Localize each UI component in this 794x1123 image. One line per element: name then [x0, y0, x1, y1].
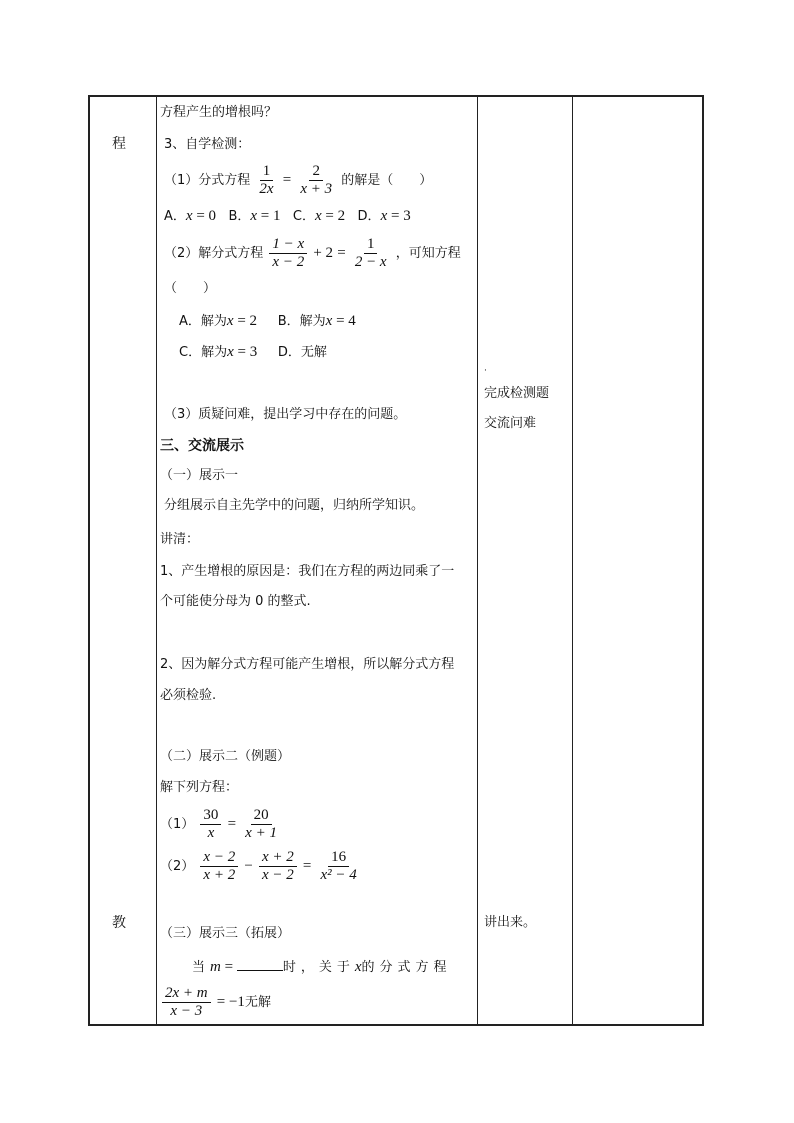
question-3: （3）质疑问难，提出学习中存在的问题。 [164, 407, 407, 422]
q2-fraction-left: $\frac{1 - x}{x - 2}$ [269, 236, 307, 271]
show-three-heading: （三）展示三（拓展） [160, 926, 291, 941]
q2-fraction-right: $\frac{1}{2 - x}$ [354, 236, 387, 270]
show-two-heading: （二）展示二（例题） [160, 749, 291, 764]
section-exchange-heading: 三、交流展示 [160, 438, 244, 454]
right-col-complete-test: 完成检测题 [484, 386, 550, 401]
q1-fraction-left: $\frac{1}{2x}$ [259, 163, 274, 197]
q1-prefix: （1）分式方程 [164, 173, 251, 188]
right-col-dot: · [484, 366, 487, 376]
q1-suffix: 的解是（ ） [341, 173, 433, 188]
q2-options-row-2: C．解为x = 3 D．无解 [179, 344, 327, 360]
point-2-line-a: 2、因为解分式方程可能产生增根，所以解分式方程 [160, 657, 455, 672]
right-col-exchange: 交流问难 [484, 416, 537, 431]
column-divider-1 [156, 97, 157, 1024]
column-divider-3 [572, 97, 573, 1024]
q2-paren: （ ） [164, 281, 217, 296]
self-test-heading: 3、自学检测： [164, 137, 251, 152]
example-2: （2） $\frac{x - 2}{x + 2}$ − $\frac{x + 2}{x - 2}$ = $\frac{16}{\text{x² − 4}}$ [160, 849, 357, 883]
explain-label: 讲清： [160, 532, 200, 547]
q2-prefix: （2）解分式方程 [164, 246, 264, 261]
show-one-heading: （一）展示一 [160, 468, 239, 483]
point-1-line-b: 个可能使分母为 0 的整式. [160, 594, 311, 609]
right-col-speak-out: 讲出来。 [484, 915, 537, 930]
left-col-char-top: 程 [112, 136, 126, 152]
solve-equations-label: 解下列方程： [160, 780, 239, 795]
left-col-char-bottom: 教 [112, 915, 126, 931]
line-growth-root-question: 方程产生的增根吗？ [160, 105, 278, 120]
point-1-line-a: 1、产生增根的原因是：我们在方程的两边同乘了一 [160, 564, 455, 579]
question-2: （2）解分式方程 $\frac{1 - x}{x - 2}$ + 2 = $\frac{1}{2 - x}$ ，可知方程 [164, 236, 461, 270]
q1-fraction-right: $\frac{2}{x + 3}$ [300, 163, 333, 197]
q1-options: A．x = 0 B．x = 1 C．x = 2 D．x = 3 [164, 208, 411, 224]
example-1: （1） $\frac{30}{x}$ = $\frac{20}{x + 1}$ [160, 807, 277, 841]
extension-line-2: $\frac{2x + m}{x - 3}$ = −1无解 [160, 982, 271, 1023]
show-one-text: 分组展示自主先学中的问题，归纳所学知识。 [164, 498, 425, 513]
extension-line-1: 当m = 时，关于x的分式方程 [192, 956, 452, 977]
question-1: （1）分式方程 $\frac{1}{2x}$ = $\frac{2}{x + 3}$ 的解是（ ） [164, 163, 433, 197]
column-divider-2 [477, 97, 478, 1024]
point-2-line-b: 必须检验. [160, 688, 217, 703]
q2-suffix: ，可知方程 [395, 246, 461, 261]
q2-options-row-1: A．解为x = 2 B．解为x = 4 [179, 313, 356, 329]
answer-blank[interactable] [237, 956, 283, 971]
